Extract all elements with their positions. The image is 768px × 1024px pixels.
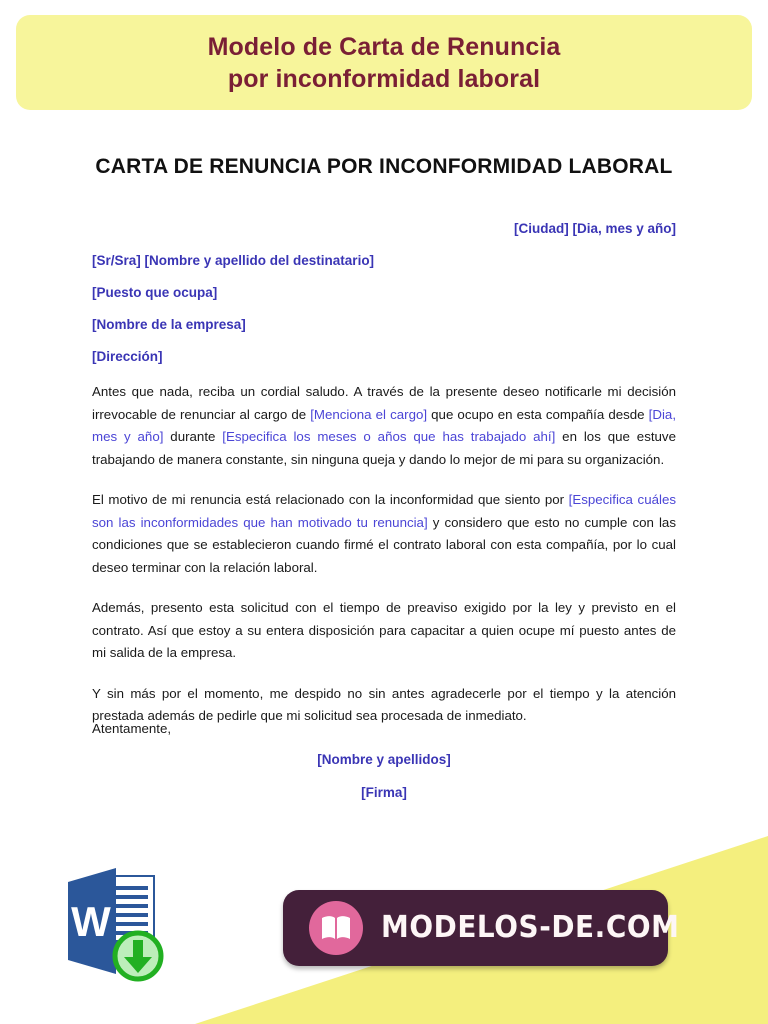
p1-placeholder-fecha: [Dia, mes y año]: [92, 406, 677, 444]
p1-placeholder-duracion: [Especifica los meses o años que has trabajado ahí]: [222, 429, 556, 444]
header-title-line2: por inconformidad laboral: [227, 64, 541, 93]
brand-icon-circle: [309, 901, 363, 955]
p1-text-4: en los que estuve trabajando de manera constante, sin ninguna queja y dando lo mejor de mi para su organización.: [92, 429, 676, 467]
header-title-line1: Modelo de Carta de Renuncia: [207, 32, 561, 61]
recipient-block: [92, 252, 676, 380]
page-header-banner: [16, 15, 752, 110]
p2-placeholder-inconformidades: [Especifica cuáles son las inconformidades que han motivado tu renuncia]: [92, 492, 676, 530]
p2-text-2: y considero que esto no cumple con las condiciones que se establecieron cuando firmé el contrato laboral con esta compañía, por lo cual deseo terminar con la relación laboral.: [92, 514, 676, 575]
signature-name-placeholder: [Nombre y apellidos]: [317, 752, 451, 767]
closing-line: Atentamente,: [92, 721, 172, 736]
signature-firma-placeholder: [Firma]: [361, 785, 407, 800]
recipient-line-position: [Puesto que ocupa]: [92, 285, 218, 300]
signature-block: [92, 751, 676, 802]
brand-badge[interactable]: [283, 890, 680, 966]
open-book-icon: [320, 915, 352, 941]
body-paragraph-4: Y sin más por el momento, me despido no sin antes agradecerle por el tiempo y la atención prestada además de pedirle que mi solicitud sea procesada de inmediato.: [92, 685, 676, 723]
p1-text-1: Antes que nada, reciba un cordial saludo. A través de la presente deseo notificarle mi decisión irrevocable de renunciar al cargo de: [92, 384, 676, 422]
recipient-line-name: [Sr/Sra] [Nombre y apellido del destinatario]: [92, 253, 375, 268]
document-sheet: [0, 126, 768, 826]
brand-name-text: MODELOS-DE.COM: [381, 910, 680, 945]
letter-body: [92, 381, 676, 728]
p2-text-1: El motivo de mi renuncia está relacionado con la inconformidad que siento por: [92, 492, 569, 507]
word-document-download-icon[interactable]: [58, 864, 170, 982]
document-title: CARTA DE RENUNCIA POR INCONFORMIDAD LABORAL: [95, 155, 673, 178]
recipient-line-address: [Dirección]: [92, 349, 163, 364]
body-paragraph-3: Además, presento esta solicitud con el tiempo de preaviso exigido por la ley y previsto en el contrato. Así que estoy a su entera disposición para capacitar a quien ocupe mí puesto antes de mi salida de la empresa.: [92, 600, 676, 660]
p1-text-3: durante: [163, 429, 223, 444]
date-location-line: [Ciudad] [Dia, mes y año]: [513, 221, 676, 236]
body-paragraph-2: [92, 489, 676, 579]
p1-placeholder-cargo: [Menciona el cargo]: [310, 406, 428, 422]
recipient-line-company: [Nombre de la empresa]: [92, 317, 246, 332]
p1-text-2: que ocupo en esta compañía desde: [427, 406, 649, 422]
body-paragraph-1: [92, 381, 676, 471]
svg-text:W: W: [71, 898, 111, 945]
